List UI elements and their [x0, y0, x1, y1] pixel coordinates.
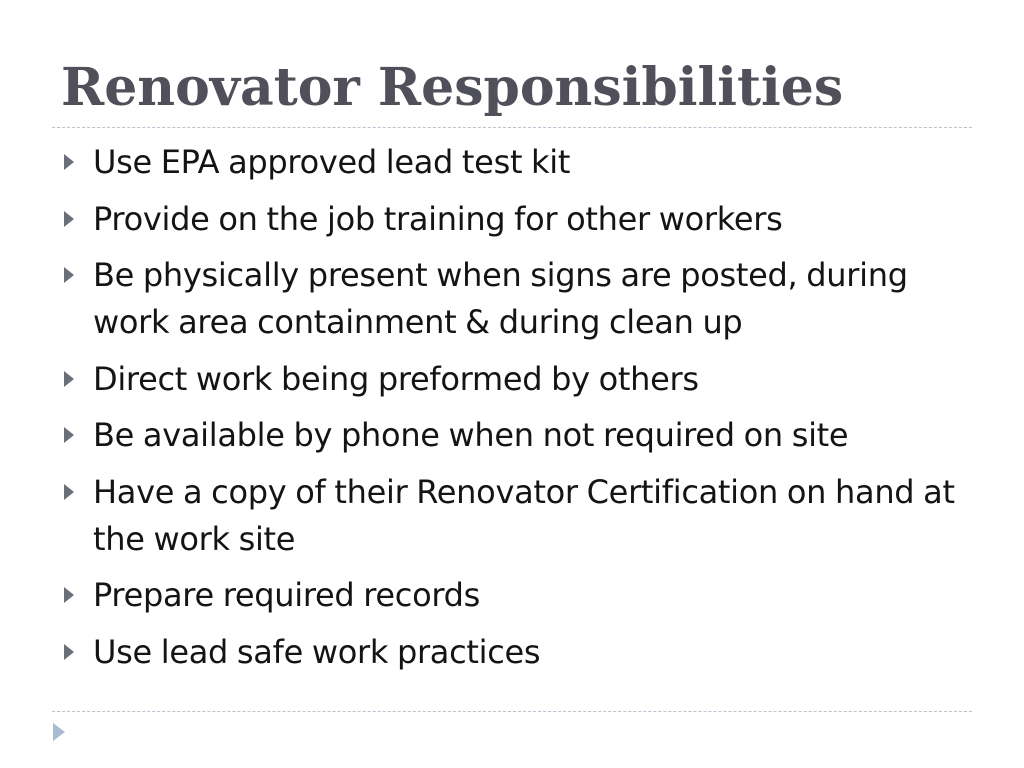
bullet-text: Have a copy of their Renovator Certification on hand at the work site	[93, 472, 955, 558]
bullet-item	[0, 196, 973, 243]
bullet-text: Provide on the job training for other workers	[93, 199, 783, 238]
bullet-text: Use EPA approved lead test kit	[93, 143, 571, 181]
bullet-item	[0, 572, 973, 619]
triangle-bullet-icon	[64, 371, 74, 387]
title-divider	[52, 127, 972, 128]
footer-divider	[52, 711, 972, 712]
triangle-bullet-icon	[64, 211, 74, 227]
triangle-bullet-icon	[64, 484, 74, 500]
bullet-text: Direct work being preformed by others	[93, 359, 699, 398]
bullet-item	[0, 356, 973, 403]
bullet-item	[0, 139, 973, 186]
bullet-item	[0, 469, 973, 563]
bullet-text: Use lead safe work practices	[93, 632, 541, 671]
triangle-bullet-icon	[64, 587, 74, 603]
bullet-text: Be physically present when signs are posted, during work area containment & during clean up	[93, 256, 908, 341]
triangle-bullet-icon	[64, 644, 74, 660]
triangle-bullet-icon	[64, 427, 74, 443]
triangle-bullet-icon	[64, 154, 74, 170]
bullet-item	[0, 412, 973, 459]
bullet-text: Prepare required records	[93, 576, 481, 614]
bullet-list	[0, 139, 1024, 685]
triangle-bullet-icon	[64, 267, 74, 283]
next-slide-arrow-icon[interactable]	[53, 723, 65, 741]
slide-title: Renovator Responsibilities	[61, 57, 844, 118]
bullet-item	[0, 629, 973, 676]
bullet-text: Be available by phone when not required on site	[93, 416, 849, 454]
bullet-item	[0, 252, 973, 346]
